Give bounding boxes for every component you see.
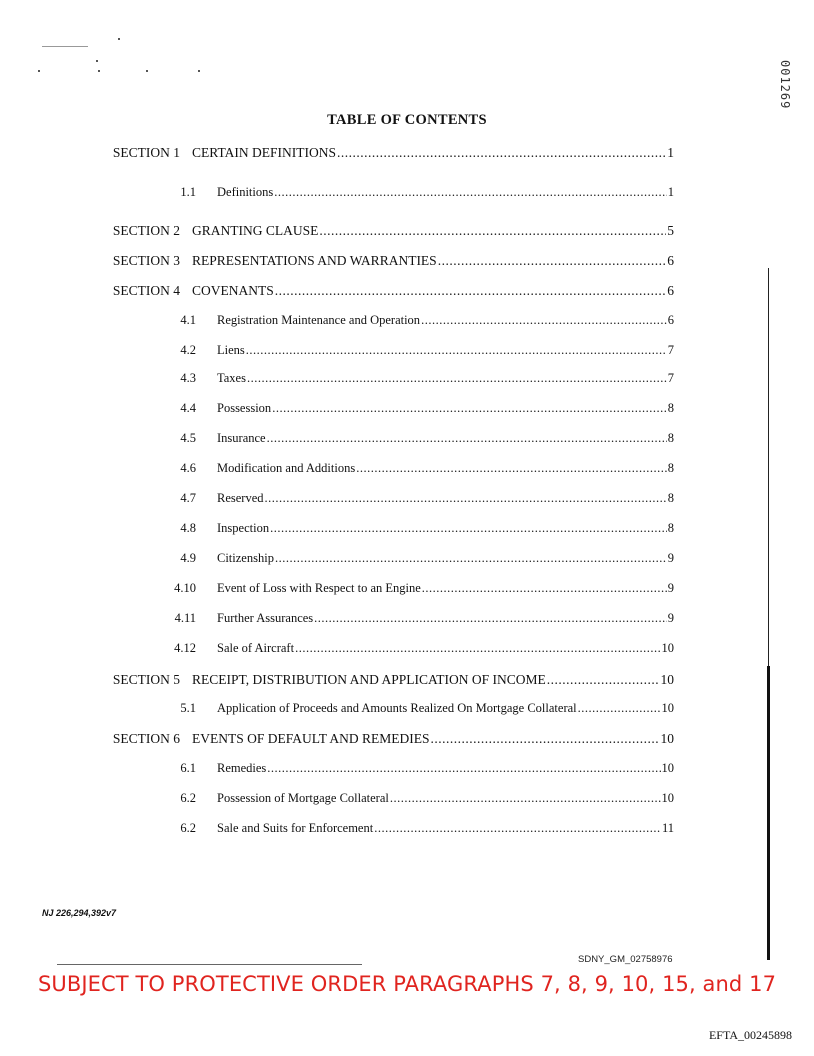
toc-entry-title: COVENANTS [192, 283, 274, 298]
toc-entry-title: Sale and Suits for Enforcement [217, 821, 374, 835]
toc-entry-line [217, 551, 674, 566]
toc-entry [0, 611, 814, 633]
document-id: NJ 226,294,392v7 [42, 908, 117, 918]
toc-entry-page: 11 [661, 821, 674, 835]
toc-entry [0, 461, 814, 483]
toc-entry-page: 1 [667, 185, 674, 199]
toc-entry-page: 8 [667, 401, 674, 415]
toc-entry-page: 9 [667, 581, 674, 595]
toc-entry [0, 283, 814, 305]
toc-leader-dots [267, 761, 660, 776]
toc-entry-number: 4.4 [180, 401, 196, 415]
efta-number: EFTA_00245898 [708, 1028, 792, 1042]
scan-artifact-dot [198, 70, 200, 72]
toc-entry-line [192, 283, 674, 299]
toc-entry-line [217, 581, 674, 596]
toc-entry-title: Definitions [217, 185, 274, 199]
toc-leader-dots [247, 371, 667, 386]
toc-entry-line [217, 431, 674, 446]
toc-entry-page: 8 [667, 521, 674, 535]
toc-entry-line [217, 401, 674, 416]
scan-artifact-dot [98, 70, 100, 72]
toc-entry-page: 6 [667, 253, 674, 268]
toc-entry-number: 1.1 [180, 185, 196, 199]
toc-entry-title: Citizenship [217, 551, 274, 565]
toc-entry-line [217, 701, 674, 716]
toc-entry-number: SECTION 3 [112, 253, 180, 268]
scan-artifact-dot [38, 70, 40, 72]
toc-entry [0, 521, 814, 543]
toc-entry-number: SECTION 4 [112, 283, 180, 298]
scan-artifact-dot [146, 70, 148, 72]
toc-entry-title: Taxes [217, 371, 246, 385]
toc-entry-page: 9 [667, 551, 674, 565]
page-stamp-number: 001269 [778, 60, 792, 110]
toc-leader-dots [274, 185, 667, 200]
toc-leader-dots [275, 551, 667, 566]
toc-leader-dots [431, 731, 660, 747]
toc-entry [0, 401, 814, 423]
toc-entry [0, 731, 814, 753]
toc-entry-title: Sale of Aircraft [217, 641, 295, 655]
toc-entry [0, 672, 814, 694]
toc-entry-line [217, 491, 674, 506]
toc-leader-dots [275, 283, 666, 299]
toc-leader-dots [270, 521, 667, 536]
toc-entry-number: SECTION 5 [112, 672, 180, 687]
scan-artifact-line [42, 46, 88, 47]
toc-entry [0, 431, 814, 453]
toc-entry-page: 6 [667, 313, 674, 327]
toc-entry-line [217, 791, 674, 806]
toc-entry-title: RECEIPT, DISTRIBUTION AND APPLICATION OF INCOME [192, 672, 546, 687]
toc-entry-title: Possession of Mortgage Collateral [217, 791, 389, 805]
page-title: TABLE OF CONTENTS [327, 112, 487, 128]
toc-leader-dots [422, 581, 667, 596]
toc-entry [0, 223, 814, 245]
toc-entry-page: 8 [667, 431, 674, 445]
toc-entry-page: 9 [667, 611, 674, 625]
toc-entry-number: 5.1 [180, 701, 196, 715]
toc-entry-line [217, 185, 674, 200]
toc-entry-number: 4.5 [180, 431, 196, 445]
toc-entry [0, 821, 814, 843]
toc-entry-page: 10 [661, 791, 674, 805]
toc-entry-number: 4.11 [174, 611, 196, 625]
toc-entry-title: Possession [217, 401, 272, 415]
toc-leader-dots [314, 611, 667, 626]
toc-leader-dots [374, 821, 661, 836]
toc-entry [0, 145, 814, 167]
toc-entry-number: 4.8 [180, 521, 196, 535]
toc-entry-number: 4.3 [180, 371, 196, 385]
toc-entry-title: Remedies [217, 761, 267, 775]
toc-entry-title: CERTAIN DEFINITIONS [192, 145, 336, 160]
toc-entry [0, 343, 814, 365]
toc-entry-line [217, 611, 674, 626]
toc-entry-line [217, 641, 674, 656]
footer-rule [57, 964, 362, 965]
toc-entry-page: 10 [661, 761, 674, 775]
toc-entry [0, 313, 814, 335]
toc-leader-dots [265, 491, 667, 506]
toc-entry-title: Insurance [217, 431, 266, 445]
toc-entry-line [217, 343, 674, 358]
toc-entry-line [217, 461, 674, 476]
toc-entry-page: 6 [667, 283, 674, 298]
toc-entry-page: 10 [660, 672, 674, 687]
toc-entry-page: 10 [661, 641, 674, 655]
toc-leader-dots [356, 461, 667, 476]
toc-entry-number: SECTION 1 [112, 145, 180, 160]
toc-leader-dots [421, 313, 667, 328]
toc-entry-line [192, 145, 674, 161]
toc-entry-line [192, 223, 674, 239]
toc-entry-number: 4.7 [180, 491, 196, 505]
toc-entry-page: 7 [667, 371, 674, 385]
toc-entry-line [217, 761, 674, 776]
toc-entry [0, 791, 814, 813]
toc-leader-dots [337, 145, 666, 161]
toc-entry-number: 4.1 [180, 313, 196, 327]
toc-entry-number: 6.1 [180, 761, 196, 775]
toc-entry-line [192, 672, 674, 688]
toc-leader-dots [246, 343, 667, 358]
toc-entry-number: SECTION 2 [112, 223, 180, 238]
toc-leader-dots [319, 223, 666, 239]
toc-entry-title: Application of Proceeds and Amounts Realized On Mortgage Collateral [217, 701, 577, 715]
toc-entry-line [192, 731, 674, 747]
toc-entry-title: Event of Loss with Respect to an Engine [217, 581, 421, 595]
toc-entry [0, 551, 814, 573]
toc-entry [0, 371, 814, 393]
toc-leader-dots [438, 253, 667, 269]
toc-entry-page: 8 [667, 491, 674, 505]
toc-entry [0, 253, 814, 275]
toc-entry [0, 581, 814, 603]
bates-number: SDNY_GM_02758976 [578, 954, 673, 965]
toc-entry-title: GRANTING CLAUSE [192, 223, 319, 238]
scan-artifact-dot [96, 60, 98, 62]
toc-entry-page: 8 [667, 461, 674, 475]
toc-leader-dots [578, 701, 661, 716]
toc-entry-title: Inspection [217, 521, 270, 535]
toc-entry-title: REPRESENTATIONS AND WARRANTIES [192, 253, 437, 268]
toc-entry-line [217, 821, 674, 836]
toc-leader-dots [272, 401, 667, 416]
toc-leader-dots [390, 791, 661, 806]
toc-entry-number: 4.10 [174, 581, 196, 595]
toc-entry-title: Liens [217, 343, 245, 357]
protective-order-notice: SUBJECT TO PROTECTIVE ORDER PARAGRAPHS 7, 8, 9, 10, 15, and 17 [37, 972, 777, 996]
toc-entry-line [217, 521, 674, 536]
toc-entry-page: 1 [667, 145, 674, 160]
toc-leader-dots [295, 641, 660, 656]
toc-entry-page: 10 [660, 731, 674, 746]
toc-entry-page: 10 [661, 701, 674, 715]
toc-entry-number: SECTION 6 [112, 731, 180, 746]
toc-entry [0, 491, 814, 513]
toc-entry-title: Further Assurances [217, 611, 314, 625]
toc-entry-title: Reserved [217, 491, 264, 505]
toc-entry-title: Registration Maintenance and Operation [217, 313, 421, 327]
toc-entry-title: Modification and Additions [217, 461, 356, 475]
toc-entry-line [217, 313, 674, 328]
toc-leader-dots [267, 431, 667, 446]
toc-entry-page: 5 [667, 223, 674, 238]
toc-leader-dots [547, 672, 660, 688]
toc-entry-number: 6.2 [180, 791, 196, 805]
scan-artifact-dot [118, 38, 120, 40]
toc-entry-title: EVENTS OF DEFAULT AND REMEDIES [192, 731, 430, 746]
toc-entry [0, 185, 814, 207]
toc-entry-number: 6.2 [180, 821, 196, 835]
toc-entry-page: 7 [667, 343, 674, 357]
toc-entry-number: 4.2 [180, 343, 196, 357]
toc-entry-line [192, 253, 674, 269]
toc-entry-number: 4.9 [180, 551, 196, 565]
toc-entry-number: 4.12 [174, 641, 196, 655]
toc-entry [0, 761, 814, 783]
toc-entry [0, 641, 814, 663]
toc-entry-line [217, 371, 674, 386]
toc-entry-number: 4.6 [180, 461, 196, 475]
toc-entry [0, 701, 814, 723]
